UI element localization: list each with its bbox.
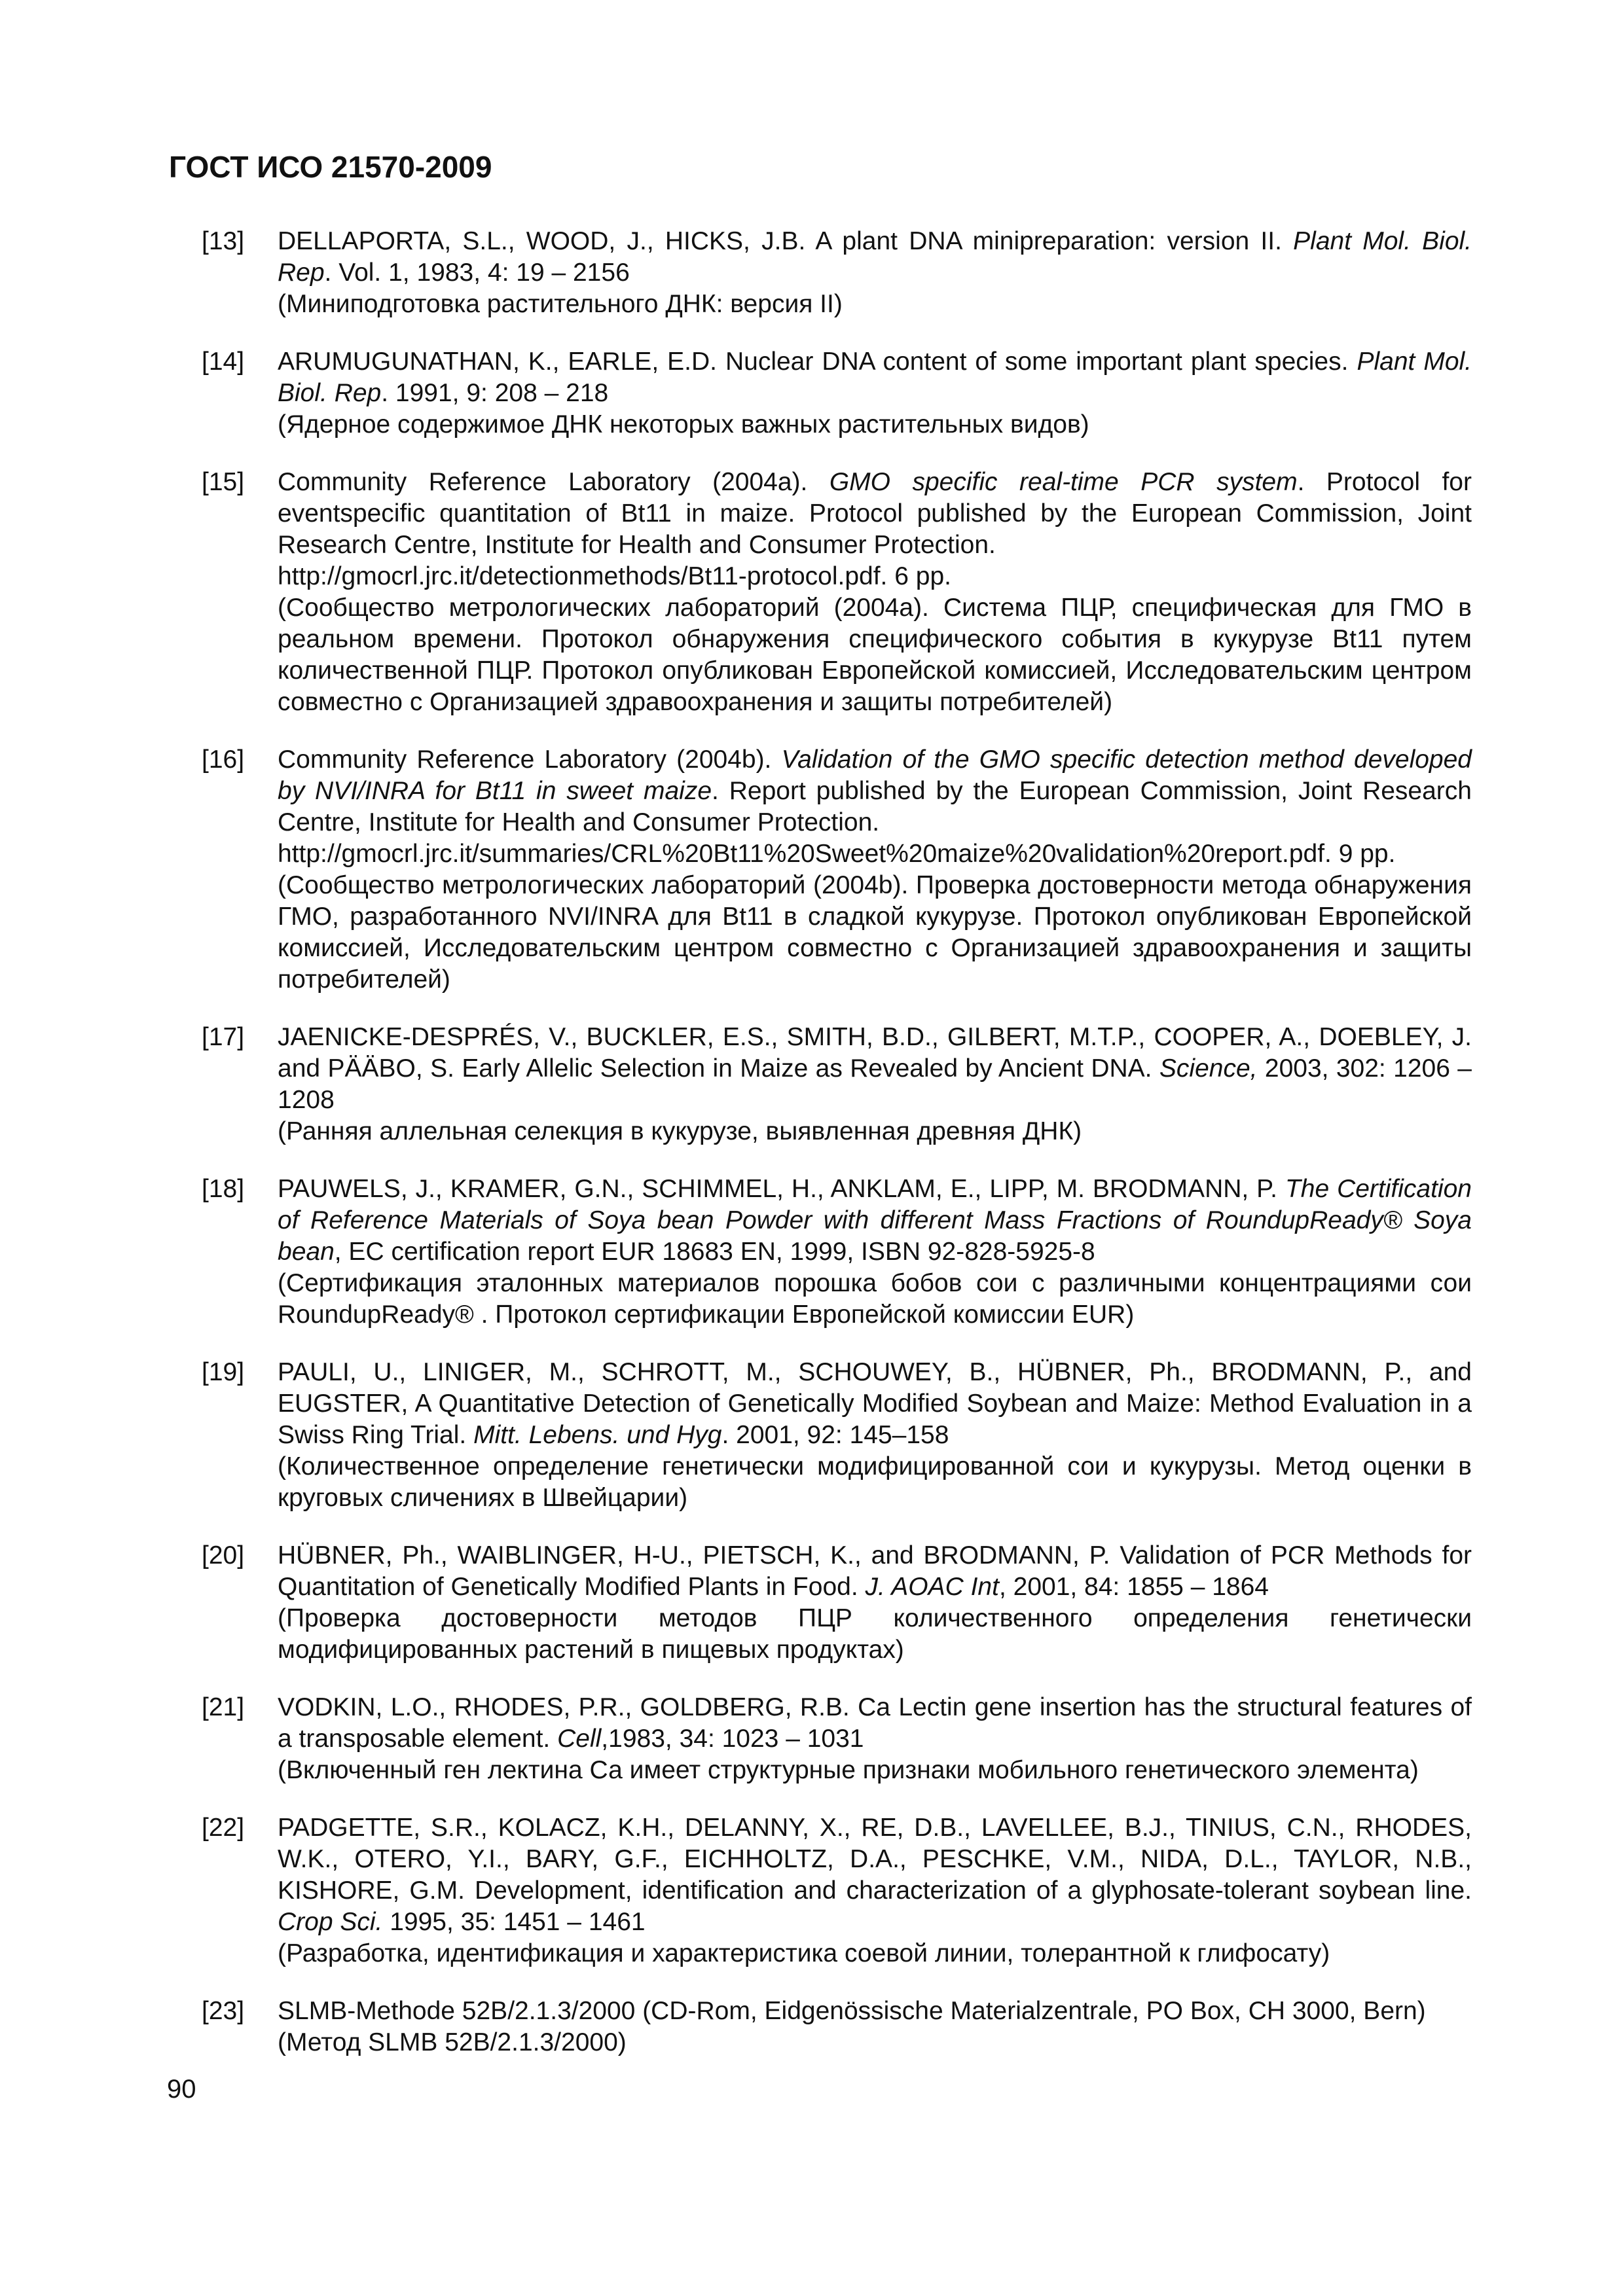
reference-body xyxy=(278,1540,1472,1666)
page-number: 90 xyxy=(167,2075,196,2104)
reference-citation: ARUMUGUNATHAN, K., EARLE, E.D. Nuclear DNA content of some important plant species. Plant Mol. Biol. Rep. 1991, 9: 208 – 218 xyxy=(278,348,1472,407)
reference-citation: PAUWELS, J., KRAMER, G.N., SCHIMMEL, H., ANKLAM, E., LIPP, M. BRODMANN, P. The Certification of Reference Materials of Soya bean Powder with different Mass Fractions of RoundupReady® Soya bean, EC certification report EUR 18683 EN, 1999, ISBN 92-828-5925-8 xyxy=(278,1175,1472,1266)
reference-translation: (Сообщество метрологических лабораторий (2004а). Система ПЦР, специфическая для ГМО в реальном времени. Протокол обнаружения специфического события в кукурузе Bt11 путем количественной ПЦР. Протокол опубликован Европейской комиссией, Исследовательским центром совместно с Организацией здравоохранения и защиты потребителей) xyxy=(278,594,1472,716)
reference-body xyxy=(278,1357,1472,1514)
reference-translation: (Метод SLMB 52B/2.1.3/2000) xyxy=(278,2028,627,2056)
reference-body xyxy=(278,226,1472,320)
reference-translation: (Миниподготовка растительного ДНК: версия II) xyxy=(278,290,843,318)
reference-translation: (Ранняя аллельная селекция в кукурузе, выявленная древняя ДНК) xyxy=(278,1117,1082,1145)
reference-number: [18] xyxy=(202,1175,245,1203)
reference-url[interactable]: http://gmocrl.jrc.it/summaries/CRL%20Bt11%20Sweet%20maize%20validation%20report.pdf. 9 pp. xyxy=(278,840,1396,868)
reference-translation: (Разработка, идентификация и характеристика соевой линии, толерантной к глифосату) xyxy=(278,1939,1330,1967)
reference-body xyxy=(278,1692,1472,1786)
reference-translation: (Сертификация эталонных материалов порошка бобов сои с различными концентрациями сои RoundupReady® . Протокол сертификации Европейской комиссии EUR) xyxy=(278,1269,1472,1329)
reference-item xyxy=(202,346,1472,440)
reference-translation: (Включенный ген лектина Са имеет структурные признаки мобильного генетического элемента) xyxy=(278,1756,1419,1784)
reference-item xyxy=(202,1692,1472,1786)
reference-translation: (Количественное определение генетически модифицированной сои и кукурузы. Метод оценки в круговых сличениях в Швейцарии) xyxy=(278,1452,1472,1512)
reference-list xyxy=(202,226,1472,2085)
reference-number: [23] xyxy=(202,1997,245,2025)
reference-item xyxy=(202,1022,1472,1147)
reference-citation: Community Reference Laboratory (2004b). Validation of the GMO specific detection method developed by NVI/INRA for Bt11 in sweet maize. Report published by the European Commission, Joint Research Centre, Institute for Health and Consumer Protection. xyxy=(278,745,1472,836)
reference-translation: (Проверка достоверности методов ПЦР количественного определения генетически модифицированных растений в пищевых продуктах) xyxy=(278,1604,1472,1664)
reference-body xyxy=(278,346,1472,440)
reference-citation: DELLAPORTA, S.L., WOOD, J., HICKS, J.B. A plant DNA minipreparation: version II. Plant Mol. Biol. Rep. Vol. 1, 1983, 4: 19 – 2156 xyxy=(278,227,1472,287)
reference-number: [19] xyxy=(202,1358,245,1386)
reference-number: [14] xyxy=(202,348,245,376)
reference-number: [22] xyxy=(202,1814,245,1842)
reference-body xyxy=(278,1174,1472,1331)
reference-citation: PADGETTE, S.R., KOLACZ, K.H., DELANNY, X., RE, D.B., LAVELLEE, B.J., TINIUS, C.N., RHODES, W.K., OTERO, Y.I., BARY, G.F., EICHHOLTZ, D.A., PESCHKE, V.M., NIDA, D.L., TAYLOR, N.B., KISHORE, G.M. Development, identification and characterization of a glyphosate-tolerant soybean line. Crop Sci. 1995, 35: 1451 – 1461 xyxy=(278,1814,1472,1936)
document-header: ГОСТ ИСО 21570-2009 xyxy=(169,150,492,184)
reference-number: [15] xyxy=(202,468,245,496)
reference-citation: JAENICKE-DESPRÉS, V., BUCKLER, E.S., SMITH, B.D., GILBERT, M.T.P., COOPER, A., DOEBLEY, J. and PÄÄBO, S. Early Allelic Selection in Maize as Revealed by Ancient DNA. Science, 2003, 302: 1206 – 1208 xyxy=(278,1023,1472,1114)
reference-translation: (Сообщество метрологических лабораторий (2004b). Проверка достоверности метода обнаружения ГМО, разработанного NVI/INRA для Bt11 в сладкой кукурузе. Протокол опубликован Европейской комиссией, Исследовательским центром совместно с Организацией здравоохранения и защиты потребителей) xyxy=(278,871,1472,994)
reference-number: [16] xyxy=(202,745,245,774)
reference-body xyxy=(278,467,1472,718)
reference-item xyxy=(202,1540,1472,1666)
reference-body xyxy=(278,744,1472,996)
reference-url[interactable]: http://gmocrl.jrc.it/detectionmethods/Bt11-protocol.pdf. 6 pp. xyxy=(278,562,951,590)
reference-item xyxy=(202,1812,1472,1969)
reference-item xyxy=(202,467,1472,718)
reference-item xyxy=(202,1996,1472,2058)
reference-item xyxy=(202,744,1472,996)
reference-number: [21] xyxy=(202,1693,245,1721)
reference-item xyxy=(202,226,1472,320)
reference-translation: (Ядерное содержимое ДНК некоторых важных растительных видов) xyxy=(278,410,1089,439)
reference-citation: SLMB-Methode 52B/2.1.3/2000 (CD-Rom, Eidgenössische Materialzentrale, PO Box, CH 3000, Bern) xyxy=(278,1997,1426,2025)
reference-citation: PAULI, U., LINIGER, M., SCHROTT, M., SCHOUWEY, B., HÜBNER, Ph., BRODMANN, P., and EUGSTER, A Quantitative Detection of Genetically Modified Soybean and Maize: Method Evaluation in a Swiss Ring Trial. Mitt. Lebens. und Hyg. 2001, 92: 145–158 xyxy=(278,1358,1472,1449)
reference-body xyxy=(278,1022,1472,1147)
reference-citation: VODKIN, L.O., RHODES, P.R., GOLDBERG, R.B. Ca Lectin gene insertion has the structural features of a transposable element. Cell,1983, 34: 1023 – 1031 xyxy=(278,1693,1472,1753)
reference-citation: Community Reference Laboratory (2004a). GMO specific real-time PCR system. Protocol for eventspecific quantitation of Bt11 in maize. Protocol published by the European Commission, Joint Research Centre, Institute for Health and Consumer Protection. xyxy=(278,468,1472,559)
reference-item xyxy=(202,1174,1472,1331)
reference-body xyxy=(278,1812,1472,1969)
reference-item xyxy=(202,1357,1472,1514)
reference-body xyxy=(278,1996,1472,2058)
reference-citation: HÜBNER, Ph., WAIBLINGER, H-U., PIETSCH, K., and BRODMANN, P. Validation of PCR Methods for Quantitation of Genetically Modified Plants in Food. J. AOAC Int, 2001, 84: 1855 – 1864 xyxy=(278,1541,1472,1601)
reference-number: [17] xyxy=(202,1023,245,1051)
reference-number: [20] xyxy=(202,1541,245,1570)
reference-number: [13] xyxy=(202,227,245,255)
